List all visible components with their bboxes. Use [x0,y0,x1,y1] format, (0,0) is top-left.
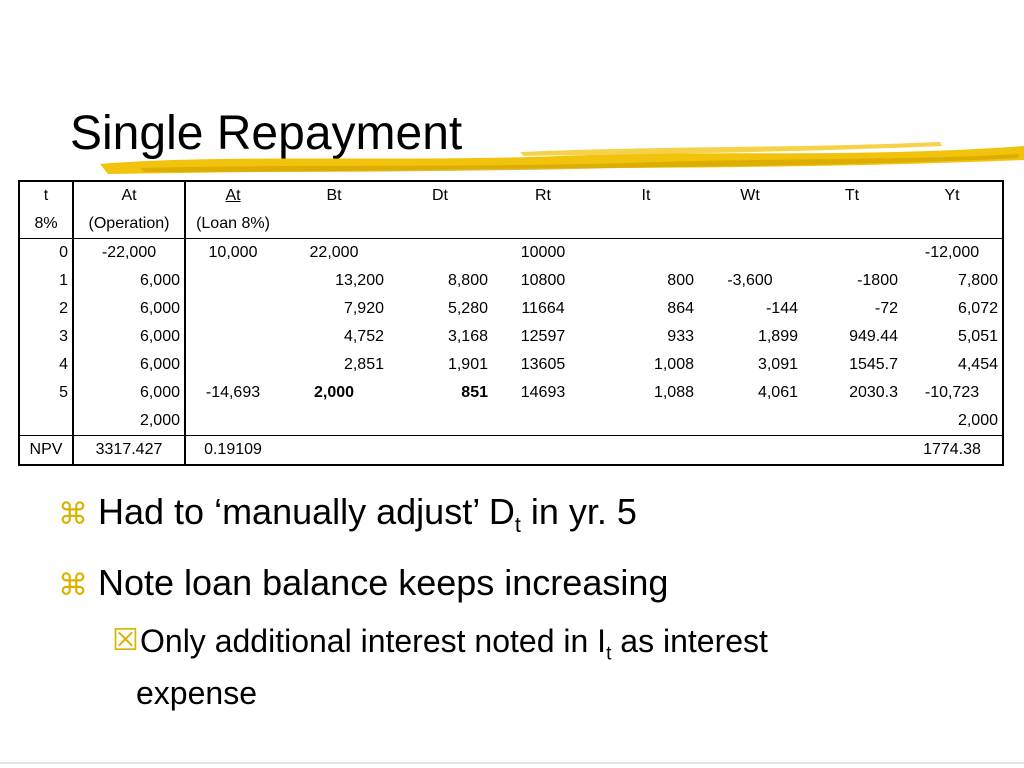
bullet-text: in yr. 5 [520,491,637,532]
table-cell: 1774.38 [923,441,981,458]
header-cell: t [19,181,73,210]
table-row [19,379,1003,407]
table-cell [388,239,492,268]
table-cell: 13,200 [335,272,384,289]
table-cell: -14,693 [205,384,261,401]
table-cell: 5,280 [447,300,488,317]
table-cell: -12,000 [924,244,980,261]
table-cell: 10000 [520,244,566,261]
header-cell: At [73,181,185,210]
table-cell [492,407,594,436]
table-cell [594,239,698,268]
header-cell: (Loan 8%) [185,210,280,239]
table-cell: 7,800 [957,272,998,289]
header-cell: Dt [432,187,448,204]
table-cell: 2030.3 [849,384,898,401]
subscript: t [514,512,521,538]
table-cell: 11664 [521,300,565,317]
table-cell: 2 [19,295,73,323]
header-cell-text: At [225,187,241,204]
table-cell: 3317.427 [73,436,185,466]
slide-title: Single Repayment [70,107,463,160]
table-cell: 22,000 [309,244,359,261]
header-cell [280,210,388,239]
header-cell [698,210,802,239]
table-cell [698,407,802,436]
checkbox-x-icon: ☒ [112,624,139,658]
header-cell [594,210,698,239]
header-cell: (Operation) [73,210,185,239]
table-cell [185,351,280,379]
table-cell [185,267,280,295]
table-cell [280,436,388,466]
table-cell: 0 [19,239,73,268]
table-cell: 864 [667,300,694,317]
sub-bullet-item [112,622,768,711]
table-cell: -22,000 [73,239,185,268]
header-cell [902,210,1003,239]
header-cell [185,181,280,210]
table-cell: 5,051 [957,328,998,345]
table-cell [388,436,492,466]
table-cell: 851 [461,384,488,401]
header-cell: 8% [19,210,73,239]
table-cell: 2,851 [343,356,384,373]
table-header-row [19,181,1003,210]
table-cell: 0.19109 [204,441,262,458]
table-cell: 2,000 [902,407,1003,436]
bullet-text: Only additional interest noted in I [140,623,607,660]
subscript: t [606,643,612,665]
table-cell [698,436,802,466]
table-cell: -10,723 [924,384,980,401]
table-cell: 6,072 [957,300,998,317]
command-key-icon: ⌘ [58,498,88,531]
header-cell [802,210,902,239]
header-cell [492,210,594,239]
table-cell: 1,901 [447,356,488,373]
table-cell: 6,000 [73,323,185,351]
table-cell: 4,454 [957,356,998,373]
table-cell [594,407,698,436]
table-row [19,407,1003,436]
table-cell [280,407,388,436]
table-cell: 2,000 [73,407,185,436]
bullet-item [58,561,768,608]
table-cell: -1800 [857,272,898,289]
table-cell: 2,000 [313,384,355,401]
table-cell [802,436,902,466]
table-cell: 6,000 [73,295,185,323]
table-cell: 933 [667,328,694,345]
npv-row [19,436,1003,466]
table-cell [19,407,73,436]
table-cell: 10,000 [208,244,258,261]
header-cell: Tt [844,187,860,204]
table-cell: 1545.7 [849,356,898,373]
table-cell: -3,600 [727,272,773,289]
header-cell: It [641,187,651,204]
table-cell: 10800 [520,272,566,289]
bullet-text: Had to ‘manually adjust’ D [98,491,515,532]
table-cell [185,407,280,436]
bullet-text: Note loan balance keeps increasing [98,562,669,604]
table-cell: 8,800 [447,272,488,289]
table-cell: 5 [19,379,73,407]
bullet-item [58,490,768,547]
table-cell: 1,899 [757,328,798,345]
npv-label: NPV [19,436,73,466]
footer-divider [0,762,1024,764]
table-cell: 3,168 [447,328,488,345]
header-cell: Bt [326,187,342,204]
table-cell: 800 [667,272,694,289]
yellow-brush-underline [100,138,1024,186]
table-cell: 14693 [520,384,566,401]
table-cell [594,436,698,466]
table-cell [802,407,902,436]
table-cell: 6,000 [73,267,185,295]
table-cell [698,239,802,268]
table-cell: 4,752 [343,328,384,345]
header-cell: Yt [944,187,960,204]
table-cell [802,239,902,268]
table-cell: 12597 [520,328,566,345]
table-cell: 1,088 [653,384,694,401]
header-cell: Rt [535,187,551,204]
table-cell: 6,000 [73,379,185,407]
table-row [19,323,1003,351]
table-cell [185,323,280,351]
bullet-text-continued: expense [136,674,257,711]
table-cell [388,407,492,436]
table-cell: -144 [765,300,798,317]
table-cell: 1,008 [653,356,694,373]
table-cell: 3,091 [757,356,798,373]
table-cell [492,436,594,466]
data-table [18,180,1004,466]
table-row [19,351,1003,379]
command-key-icon: ⌘ [58,569,88,603]
table-row [19,295,1003,323]
table-cell: 949.44 [849,328,898,345]
table-cell: 4 [19,351,73,379]
bullet-list [58,490,768,726]
header-cell [388,210,492,239]
table-row [19,239,1003,268]
table-cell [185,295,280,323]
table-cell: 3 [19,323,73,351]
table-cell: 4,061 [757,384,798,401]
table-cell: 6,000 [73,351,185,379]
table-cell: 13605 [520,356,566,373]
bullet-text: as interest [611,623,768,660]
table-header-row [19,210,1003,239]
table-cell: 1 [19,267,73,295]
header-cell: Wt [740,187,760,204]
table-row [19,267,1003,295]
table-cell: -72 [874,300,898,317]
table-cell: 7,920 [343,300,384,317]
